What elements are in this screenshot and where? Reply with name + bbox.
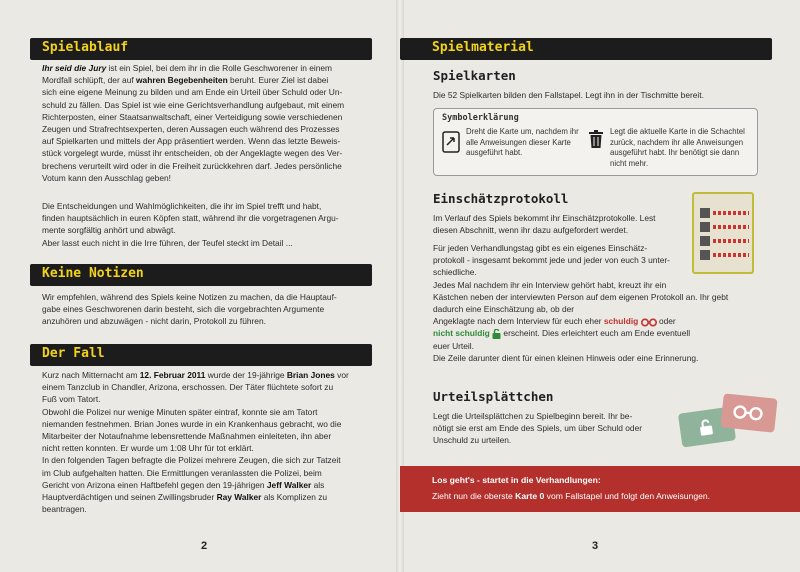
text-line: Legt die Urteilsplättchen zu Spielbeginn bereit. Ihr be- <box>433 411 633 421</box>
symbol-legend-box <box>433 108 758 176</box>
text-bold: Brian Jones <box>286 370 335 380</box>
section-bar-spielablauf <box>30 38 372 60</box>
trash-icon <box>588 129 604 149</box>
text-line: vor <box>334 370 349 380</box>
text-line: oder <box>656 316 676 327</box>
text-line: mente sorgfältig anhört und abwägt. <box>42 225 176 236</box>
text-line: anzuhören und abzuwägen - nicht darin, Protokoll zu führen. <box>42 316 266 327</box>
fall-text <box>42 369 387 515</box>
text-line: wurde der 19-jährige <box>205 370 287 380</box>
text-bold: Jeff Walker <box>266 479 312 490</box>
heading-einschaetzprotokoll: Einschätzprotokoll <box>433 191 569 206</box>
text-line: schuld zu fällen. Das Spiel ist wie eine Gerichtsverhandlung aufgebaut, mit einem <box>42 99 345 110</box>
flip-card-icon <box>442 131 460 153</box>
text-line: alle Anweisungen dieser Karte <box>466 137 571 147</box>
heading-spielkarten: Spielkarten <box>433 68 516 83</box>
section-bar-notizen <box>30 264 372 286</box>
urteil-text <box>433 410 673 447</box>
section-bar-fall <box>30 344 372 366</box>
text-line: Aber lasst euch nicht in die Irre führen, der Teufel steckt im Detail ... <box>42 237 293 248</box>
text-bold: 12. Februar 2011 <box>139 370 206 380</box>
unlock-icon <box>698 418 714 436</box>
text-line: brechens verurteilt wird oder in die Freiheit zurückkehren darf. Jedes persönliche <box>42 160 342 171</box>
entscheidungen-text <box>42 200 382 249</box>
text-line: niemanden festnehmen. Brian Jones wurde in ein Krankenhaus gebracht, wo die <box>42 418 342 429</box>
text-line: Unschuld zu urteilen. <box>433 435 512 446</box>
text-line: ist ein Spiel, bei dem ihr in die Rolle Geschworener in einem <box>106 63 333 73</box>
banner-instruction <box>432 491 710 501</box>
text-line: Die Zeile darunter dient für einen kleinen Hinweis oder eine Erinnerung. <box>433 352 699 363</box>
text-line: diesen Abschnitt, wenn ihr dazu aufgefordert werdet. <box>433 225 629 236</box>
text-line: als Komplizen zu <box>261 492 328 503</box>
text-line: Zeugen und Strafrechtsexperten, deren Aussagen euch während des Prozesses <box>42 124 340 135</box>
text-line: dadurch eine Einschätzung ab, ob der <box>433 304 575 315</box>
intro-lead: Ihr seid die Jury <box>42 63 107 73</box>
text-line: schiedliche. <box>433 267 477 278</box>
start-banner <box>400 466 800 512</box>
text-line: beantragen. <box>42 504 87 515</box>
section-title-spielmaterial: Spielmaterial <box>432 40 534 55</box>
text-line: im Club aufgehalten hatten. Die Ermittlungen veranlassten die Polizei, beim <box>42 467 322 478</box>
text-line: Zieht nun die oberste <box>432 491 516 501</box>
symbol-legend-title: Symbolerklärung <box>442 113 519 123</box>
text-line: Fuß vom Tatort. <box>42 394 101 405</box>
verdict-tile-guilty <box>720 393 777 432</box>
text-line: einem Tanzclub in Chandler, Arizona, erschossen. Der Täter flüchtete sofort zu <box>42 382 334 393</box>
guilty-label: schuldig <box>603 316 639 327</box>
text-line: Obwohl die Polizei nur wenige Minuten später eintraf, konnte sie am Tatort <box>42 406 318 417</box>
text-line: nicht retten konnten. Er wurde um 1:08 Uhr für tot erklärt. <box>42 443 254 454</box>
text-line: stück vorgelegt wurde, müsst ihr entscheiden, ob der Angeklagte wegen des Ver- <box>42 148 343 159</box>
banner-headline: Los geht's - startet in die Verhandlungen: <box>432 475 601 485</box>
text-line: Angeklagte nach dem Interview für euch eher <box>433 316 604 327</box>
person-photo <box>700 208 710 218</box>
text-line: Richterposten, einer Staatsanwaltschaft, einer Verteidigung sowie verschiedenen <box>42 111 343 122</box>
section-title-fall: Der Fall <box>42 346 105 361</box>
text-line: Die Entscheidungen und Wahlmöglichkeiten, die ihr im Spiel trefft und habt, <box>42 201 322 211</box>
heading-urteilsplaettchen: Urteilsplättchen <box>433 389 554 404</box>
text-line: Kästchen neben der interviewten Person auf dem eigenen Protokoll an. Ihr gebt <box>433 291 729 302</box>
text-line: sich eine eigene Meinung zu bilden und am Ende ein Urteil über Schuld oder Un- <box>42 87 343 98</box>
section-title-spielablauf: Spielablauf <box>42 40 129 55</box>
handcuffs-icon <box>732 404 763 421</box>
text-line: ausgeführt habt. <box>466 148 523 157</box>
text-line: protokoll - insgesamt bekommt jede und jeder von euch 3 unter- <box>433 255 670 266</box>
text-line: beruht. Eurer Ziel ist dabei <box>227 75 329 86</box>
text-line: Für jeden Verhandlungstag gibt es ein eigenes Einschätz- <box>433 243 648 253</box>
handcuffs-icon <box>641 318 657 327</box>
section-bar-spielmaterial <box>400 38 772 60</box>
text-bold: Ray Walker <box>216 492 262 503</box>
notizen-text <box>42 291 382 328</box>
text-line: gabe eines Geschworenen darin besteht, sich die vorgebrachten Argumente <box>42 304 325 315</box>
text-line: auf Spielkarten und mittels der App präsentiert werden. Wenn das letzte Beweis- <box>42 136 341 147</box>
text-line: als <box>311 479 325 490</box>
checkbox-row <box>713 225 749 229</box>
spielkarten-text: Die 52 Spielkarten bilden den Fallstapel. Legt ihn in der Tischmitte bereit. <box>433 90 704 100</box>
text-line: nötigt sie erst am Ende des Spiels, um über Schuld oder <box>433 423 643 434</box>
page-number-right: 3 <box>591 540 599 552</box>
text-line: Hauptverdächtigen und seinen Zwillingsbruder <box>42 492 217 503</box>
symbol-trash-text <box>610 127 745 169</box>
text-line: Mitarbeiter der Notaufnahme lebensrettende Maßnahmen einleiteten, ihn aber <box>42 431 332 442</box>
text-line: Gericht von Arizona einen Haftbefehl gegen den 19-jährigen <box>42 479 267 490</box>
text-line: Dreht die Karte um, nachdem ihr <box>466 127 579 136</box>
text-bold: wahren Begebenheiten <box>136 75 228 86</box>
checkbox-row <box>713 211 749 215</box>
text-line: vom Fallstapel und folgt den Anweisungen. <box>544 491 711 501</box>
text-line: ausgeführt habt. Ihr benötigt sie dann <box>610 148 740 157</box>
text-line: euer Urteil. <box>433 340 474 351</box>
text-line: zurück, nachdem ihr alle Anweisungen <box>610 137 744 147</box>
text-line: nicht mehr. <box>610 158 649 168</box>
not-guilty-label: nicht schuldig <box>433 328 490 339</box>
text-line: Legt die aktuelle Karte in die Schachtel <box>610 127 745 136</box>
text-line: Mordfall schlüpft, der auf <box>42 75 137 86</box>
text-line: Im Verlauf des Spiels bekommt ihr Einschätzprotokolle. Lest <box>433 213 656 223</box>
protocol-row <box>700 222 750 232</box>
einschaetz-text-1 <box>433 212 693 236</box>
text-line: Wir empfehlen, während des Spiels keine Notizen zu machen, da die Hauptauf- <box>42 292 337 302</box>
section-title-notizen: Keine Notizen <box>42 266 144 281</box>
text-line: In den folgenden Tagen befragte die Polizei mehrere Zeugen, die sich zur Tatzeit <box>42 455 341 466</box>
text-line: erscheint. Dies erleichtert euch am Ende eventuell <box>501 328 691 339</box>
text-line: Kurz nach Mitternacht am <box>42 370 140 380</box>
text-line: Jedes Mal nachdem ihr ein Interview gehört habt, kreuzt ihr ein <box>433 279 667 290</box>
spielablauf-text <box>42 62 382 184</box>
unlock-icon <box>492 329 501 339</box>
protocol-row <box>700 208 750 218</box>
einschaetz-text-2 <box>433 242 773 364</box>
text-line: Votum kann den Ausschlag geben! <box>42 172 171 183</box>
page-number-left: 2 <box>200 540 208 552</box>
symbol-flip-text <box>466 127 579 159</box>
person-photo <box>700 222 710 232</box>
text-line: finden hauptsächlich in euren Köpfen statt, während ihr die vorgetragenen Argu- <box>42 213 339 224</box>
text-bold: Karte 0 <box>515 491 545 501</box>
